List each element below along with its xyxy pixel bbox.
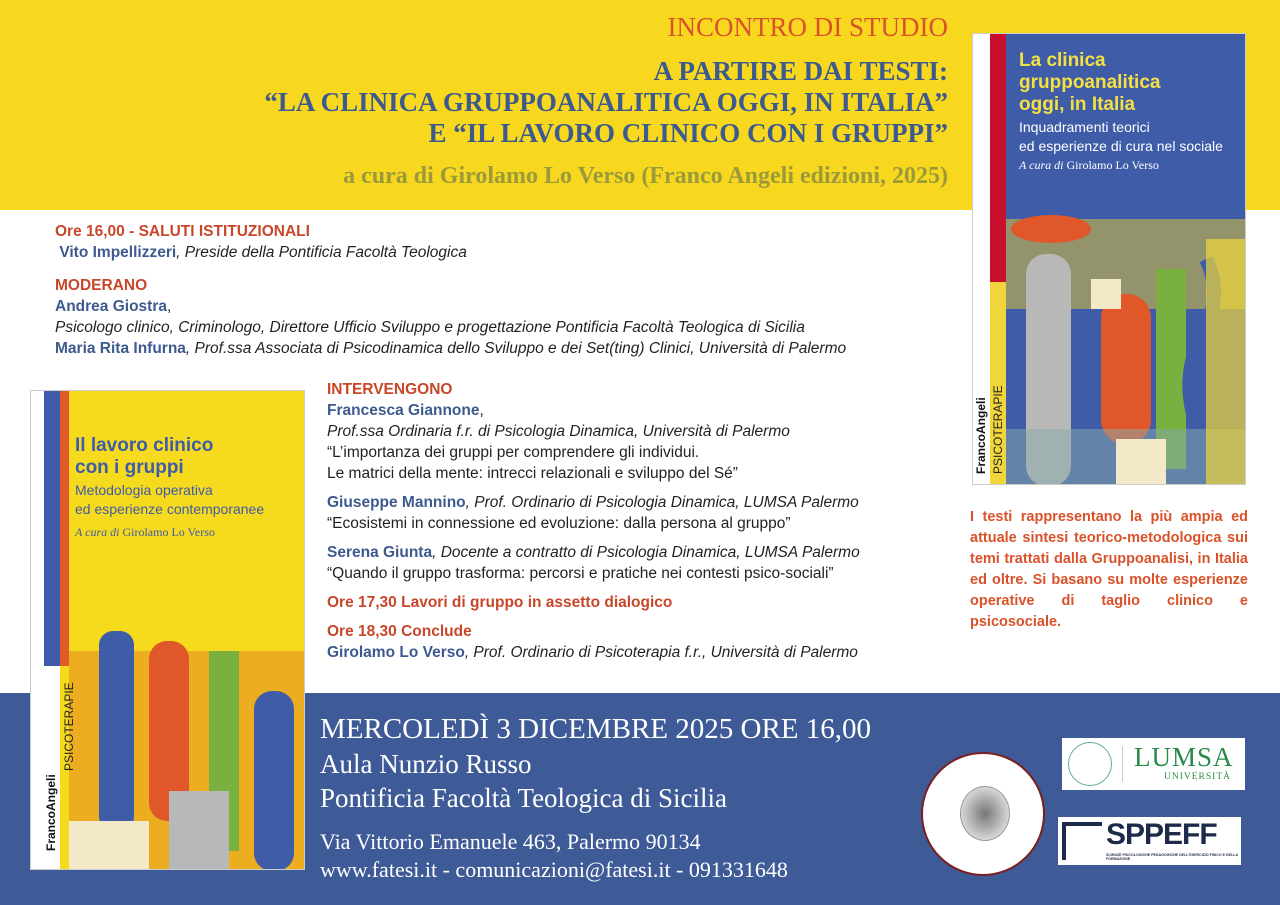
book-subtitle: Metodologia operativa ed esperienze contemporanee — [75, 482, 265, 517]
book-cover-clinica — [972, 33, 1246, 485]
cover-artwork — [1006, 199, 1246, 485]
speaker-role: , Prof. Ordinario di Psicoterapia f.r., Università di Palermo — [464, 644, 858, 661]
section-label: MODERANO — [55, 277, 148, 294]
title-line: A PARTIRE DAI TESTI: — [653, 56, 948, 86]
pontificia-seal-logo — [921, 752, 1045, 876]
editor-line: a cura di Girolamo Lo Verso (Franco Angeli edizioni, 2025) — [343, 163, 948, 189]
sppeff-logo: SPPEFF SCIENZE PSICOLOGICHE PEDAGOGICHE DELL'ESERCIZIO FISICO E DELLA FORMAZIONE — [1058, 817, 1241, 865]
section-label: INTERVENGONO — [327, 381, 453, 398]
book-title: Il lavoro clinico con i gruppi — [75, 435, 214, 478]
event-date: MERCOLEDÌ 3 DICEMBRE 2025 ORE 16,00 — [320, 713, 871, 745]
event-contacts: www.fatesi.it - comunicazioni@fatesi.it - 091331648 — [320, 857, 788, 882]
speaker-name: Andrea Giostra — [55, 298, 167, 315]
talk-title: “Ecosistemi in connessione ed evoluzione: dalla persona al gruppo” — [327, 515, 791, 532]
session-time: Ore 17,30 Lavori di gruppo in assetto dialogico — [327, 594, 673, 611]
speaker-role: Psicologo clinico, Criminologo, Direttore Ufficio Sviluppo e progettazione Pontificia Facoltà Teologica di Sicilia — [55, 319, 805, 336]
talk-title: Le matrici della mente: intrecci relazionali e sviluppo del Sé” — [327, 465, 738, 482]
speaker-name: Serena Giunta — [327, 544, 433, 561]
moderators: MODERANO Andrea Giostra, Psicologo clinico, Criminologo, Direttore Ufficio Sviluppo e progettazione Pontificia Facoltà Teologica di Sicilia Maria Rita Infurna, Prof.ssa Associata di Psicodinamica dello Sviluppo e dei Set(ting) Clinici, Università di Palermo — [55, 277, 847, 357]
book-title: La clinica gruppoanalitica oggi, in Italia — [1019, 50, 1161, 115]
kicker: INCONTRO DI STUDIO — [667, 12, 948, 42]
event-title — [264, 56, 948, 149]
book-series: PSICOTERAPIE — [62, 682, 76, 771]
speaker-name: Vito Impellizzeri — [59, 244, 177, 261]
greet-time: Ore 16,00 - SALUTI ISTITUZIONALI — [55, 223, 310, 240]
book-series: PSICOTERAPIE — [991, 385, 1005, 474]
event-venue: Pontificia Facoltà Teologica di Sicilia — [320, 783, 728, 813]
speaker-name: Giuseppe Mannino — [327, 494, 466, 511]
event-room: Aula Nunzio Russo — [320, 749, 532, 779]
event-address: Via Vittorio Emanuele 463, Palermo 90134 — [320, 829, 701, 854]
speakers: INTERVENGONO Francesca Giannone, Prof.ssa Ordinaria f.r. di Psicologia Dinamica, Università di Palermo “L’importanza dei gruppi per comprendere gli individui. Le matrici della mente: intrecci relazionali e sviluppo del Sé” Giuseppe Mannino, Prof. Ordinario di Psicologia Dinamica, LUMSA Palermo “Ecosistemi in connessione ed evoluzione: dalla persona al gruppo” Serena Giunta, Docente a contratto di Psicologia Dinamica, LUMSA Palermo “Quando il gruppo trasforma: percorsi e pratiche nei contesti psico-sociali” Ore 17,30 Lavori di gruppo in assetto dialogico Ore 18,30 Conclude Girolamo Lo Verso, Prof. Ordinario di Psicoterapia f.r., Università di Palermo — [327, 381, 860, 661]
lumsa-logo: LUMSA UNIVERSITÀ — [1062, 738, 1245, 790]
speaker-role: , Prof.ssa Associata di Psicodinamica dello Sviluppo e dei Set(ting) Clinici, Università di Palermo — [185, 340, 847, 357]
publisher-logo: FrancoAngeli — [974, 397, 988, 474]
speaker-role: Prof.ssa Ordinaria f.r. di Psicologia Dinamica, Università di Palermo — [327, 423, 790, 440]
talk-title: “Quando il gruppo trasforma: percorsi e pratiche nei contesti psico-sociali” — [327, 565, 834, 582]
talk-title: “L’importanza dei gruppi per comprendere gli individui. — [327, 444, 700, 461]
book-editor: A cura di Girolamo Lo Verso — [1019, 158, 1159, 172]
title-line: E “IL LAVORO CLINICO CON I GRUPPI” — [428, 118, 948, 148]
speaker-name: Girolamo Lo Verso — [327, 644, 465, 661]
title-line: “LA CLINICA GRUPPOANALITICA OGGI, IN ITALIA” — [264, 87, 948, 117]
greetings — [55, 221, 467, 263]
book-cover-lavoro — [30, 390, 305, 870]
speaker-name: Maria Rita Infurna — [55, 340, 186, 357]
speaker-role: , Prof. Ordinario di Psicologia Dinamica, LUMSA Palermo — [465, 494, 859, 511]
eagle-icon — [960, 786, 1010, 841]
books-description: I testi rappresentano la più ampia ed attuale sintesi teorico-metodologica sui temi trattati dalla Gruppoanalisi, in Italia ed oltre. Si basano su molte esperienze operative di taglio clinico e psicosociale. — [970, 509, 1248, 630]
cover-artwork — [69, 591, 305, 870]
publisher-logo: FrancoAngeli — [44, 774, 58, 851]
speaker-role: , Preside della Pontificia Facoltà Teologica — [176, 244, 467, 261]
speaker-role: , Docente a contratto di Psicologia Dinamica, LUMSA Palermo — [432, 544, 860, 561]
book-editor: A cura di Girolamo Lo Verso — [75, 525, 215, 539]
book-subtitle: Inquadramenti teorici ed esperienze di cura nel sociale — [1019, 119, 1223, 154]
speaker-name: Francesca Giannone — [327, 402, 480, 419]
session-time: Ore 18,30 Conclude — [327, 623, 472, 640]
